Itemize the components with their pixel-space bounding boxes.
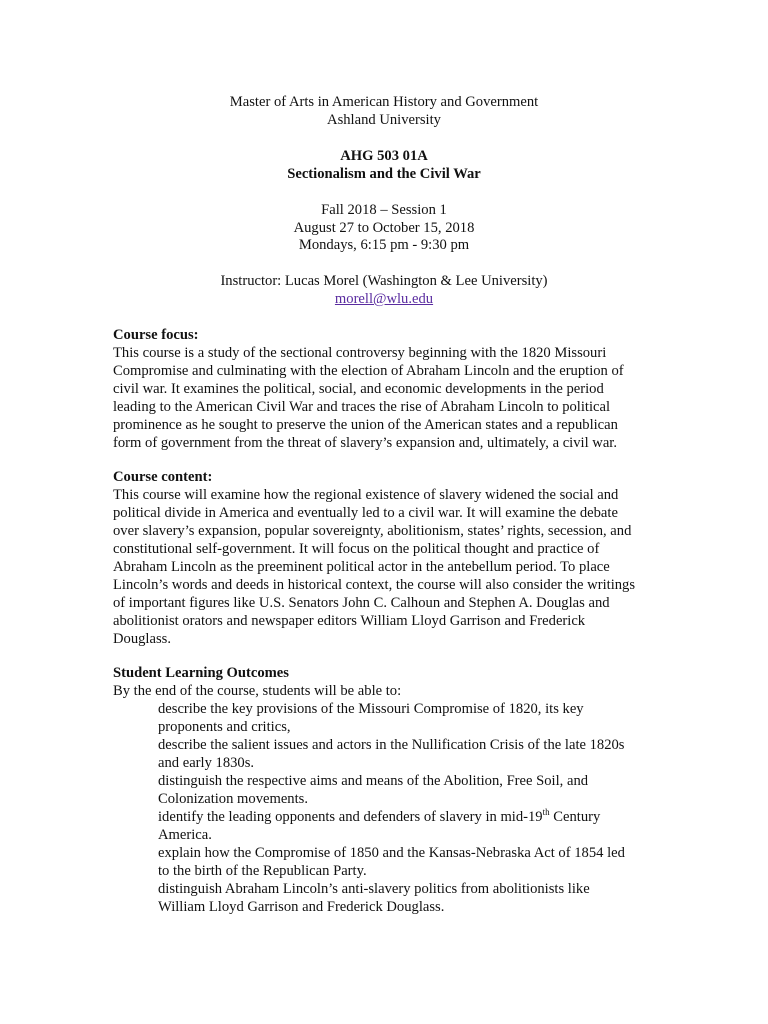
outcome-line: America. — [158, 827, 212, 843]
meeting-schedule: Mondays, 6:15 pm - 9:30 pm — [298, 237, 470, 253]
course-title: Sectionalism and the Civil War — [287, 166, 481, 182]
course-content-line: Douglass. — [113, 631, 171, 647]
outcome-line: and early 1830s. — [158, 755, 255, 771]
program-name: Master of Arts in American History and Government — [229, 94, 539, 110]
course-focus-line: This course is a study of the sectional controversy beginning with the 1820 Missouri — [113, 345, 607, 361]
course-content-heading: Course content: — [113, 469, 213, 485]
outcome-text: identify the leading opponents and defenders of slavery in mid-19 — [158, 809, 543, 825]
university-name: Ashland University — [327, 112, 441, 128]
outcome-line: explain how the Compromise of 1850 and the Kansas-Nebraska Act of 1854 led — [158, 845, 625, 861]
outcome-line: distinguish the respective aims and means of the Abolition, Free Soil, and — [158, 773, 589, 789]
outcome-line: to the birth of the Republican Party. — [158, 863, 367, 879]
outcome-item — [158, 880, 658, 916]
outcome-text: Century — [549, 809, 601, 825]
outcome-item — [158, 844, 658, 880]
course-dates: August 27 to October 15, 2018 — [293, 220, 475, 236]
course-focus-heading: Course focus: — [113, 327, 199, 343]
course-focus-line: leading to the American Civil War and traces the rise of Abraham Lincoln to political — [113, 399, 611, 415]
outcome-item — [158, 700, 658, 736]
course-content-line: Lincoln’s words and deeds in historical context, the course will also consider the writings — [113, 577, 636, 593]
outcome-line: William Lloyd Garrison and Frederick Douglass. — [158, 899, 445, 915]
course-content-line: This course will examine how the regional existence of slavery widened the social and — [113, 487, 619, 503]
course-content-line: Abraham Lincoln as the preeminent political actor in the antebellum period. To place — [113, 559, 610, 575]
outcome-line: proponents and critics, — [158, 719, 291, 735]
course-code: AHG 503 01A — [340, 148, 428, 164]
ordinal-suffix: th — [542, 807, 550, 818]
course-content-line: constitutional self-government. It will focus on the political thought and practice of — [113, 541, 600, 557]
instructor-info: Instructor: Lucas Morel (Washington & Lee University) — [220, 273, 548, 289]
term: Fall 2018 – Session 1 — [321, 202, 447, 218]
instructor-email-link[interactable]: morell@wlu.edu — [334, 291, 434, 307]
course-focus-line: civil war. It examines the political, social, and economic developments in the period — [113, 381, 604, 397]
outcome-line — [158, 808, 658, 826]
outcome-item — [158, 808, 658, 844]
course-focus-line: Compromise and culminating with the election of Abraham Lincoln and the eruption of — [113, 363, 624, 379]
course-content-section — [113, 468, 663, 648]
email-line — [0, 290, 768, 308]
outcome-item — [158, 736, 658, 772]
course-content-line: of important figures like U.S. Senators John C. Calhoun and Stephen A. Douglas and — [113, 595, 610, 611]
outcome-line: describe the salient issues and actors in the Nullification Crisis of the late 1820s — [158, 737, 625, 753]
course-focus-line: form of government from the threat of slavery’s expansion and, ultimately, a civil war. — [113, 435, 618, 451]
outcomes-section — [113, 664, 663, 700]
course-content-line: over slavery’s expansion, popular sovereignty, abolitionism, states’ rights, secession, and — [113, 523, 632, 539]
outcome-line: Colonization movements. — [158, 791, 308, 807]
course-focus-section — [113, 326, 663, 452]
outcome-line: distinguish Abraham Lincoln’s anti-slavery politics from abolitionists like — [158, 881, 590, 897]
outcome-line: describe the key provisions of the Missouri Compromise of 1820, its key — [158, 701, 584, 717]
course-content-line: political divide in America and eventually led to a civil war. It will examine the debate — [113, 505, 618, 521]
course-focus-line: prominence as he sought to preserve the union of the American states and a republican — [113, 417, 618, 433]
outcome-item — [158, 772, 658, 808]
outcomes-list — [158, 700, 658, 916]
outcomes-heading: Student Learning Outcomes — [113, 665, 289, 681]
course-content-line: abolitionist orators and newspaper editors William Lloyd Garrison and Frederick — [113, 613, 586, 629]
outcomes-intro: By the end of the course, students will be able to: — [113, 683, 402, 699]
